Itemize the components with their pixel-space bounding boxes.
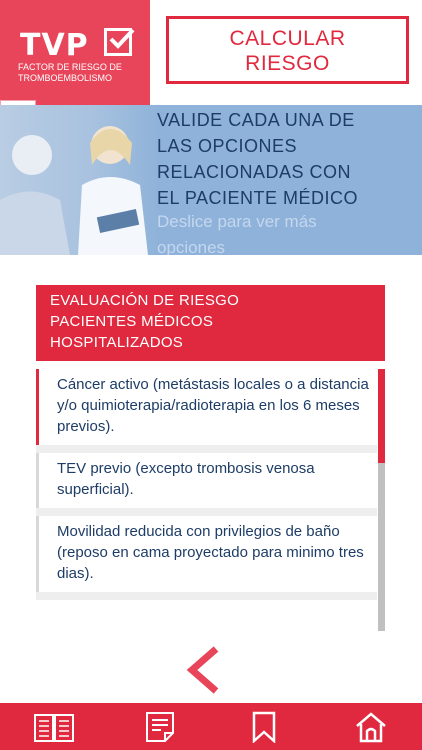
bottom-navigation bbox=[0, 703, 422, 750]
app-header bbox=[0, 0, 422, 105]
calculate-risk-button[interactable] bbox=[166, 16, 409, 84]
banner-line: EL PACIENTE MÉDICO bbox=[157, 188, 359, 208]
evaluation-title-line: PACIENTES MÉDICOS bbox=[50, 313, 214, 330]
calculate-button-label: RIESGO bbox=[245, 52, 330, 75]
home-icon[interactable] bbox=[355, 711, 395, 743]
risk-factor-item[interactable] bbox=[36, 453, 377, 508]
banner-line: VALIDE CADA UNA DE bbox=[157, 110, 355, 130]
logo-subtitle-line: TROMBOEMBOLISMO bbox=[18, 73, 113, 83]
evaluation-title bbox=[36, 285, 385, 361]
logo-subtitle bbox=[18, 62, 144, 84]
bookmark-icon[interactable] bbox=[252, 711, 292, 743]
book-icon[interactable] bbox=[33, 711, 73, 743]
swipe-hint-line: opciones bbox=[157, 238, 226, 255]
back-arrow-icon[interactable] bbox=[184, 645, 224, 695]
checkbox-icon bbox=[104, 28, 132, 56]
swipe-hint-line: Deslice para ver más bbox=[157, 212, 317, 231]
logo-subtitle-line: FACTOR DE RIESGO DE bbox=[18, 62, 122, 72]
risk-factor-text: Cáncer activo (metástasis locales o a distancia y/o quimioterapia/radioterapia en los 6 meses previos). bbox=[57, 376, 369, 435]
instruction-banner bbox=[0, 105, 422, 255]
evaluation-title-line: HOSPITALIZADOS bbox=[50, 334, 184, 351]
doctor-patient-photo bbox=[0, 105, 160, 255]
list-scrollbar[interactable] bbox=[378, 369, 385, 631]
scrollbar-thumb[interactable] bbox=[378, 369, 385, 463]
list-divider bbox=[36, 508, 377, 516]
list-divider bbox=[36, 445, 377, 453]
banner-instructions bbox=[157, 107, 417, 211]
notes-icon[interactable] bbox=[145, 711, 185, 743]
evaluation-title-line: EVALUACIÓN DE RIESGO bbox=[50, 292, 240, 309]
list-divider bbox=[36, 592, 377, 600]
banner-line: RELACIONADAS CON bbox=[157, 162, 352, 182]
app-logo bbox=[0, 0, 150, 105]
scrollbar-track-rest bbox=[378, 463, 385, 631]
risk-factor-text: TEV previo (excepto trombosis venosa superficial). bbox=[57, 460, 315, 498]
swipe-hint bbox=[157, 209, 407, 255]
banner-line: LAS OPCIONES bbox=[157, 136, 298, 156]
risk-factor-list[interactable] bbox=[36, 369, 385, 631]
header-action-area bbox=[150, 0, 422, 105]
logo-title: TVP bbox=[20, 28, 89, 63]
calculate-button-label: CALCULAR bbox=[229, 27, 346, 50]
risk-factor-item[interactable] bbox=[36, 369, 377, 445]
risk-factor-text: Movilidad reducida con privilegios de baño (reposo en cama proyectado para minimo tres dias). bbox=[57, 523, 364, 582]
risk-factor-item[interactable] bbox=[36, 516, 377, 592]
